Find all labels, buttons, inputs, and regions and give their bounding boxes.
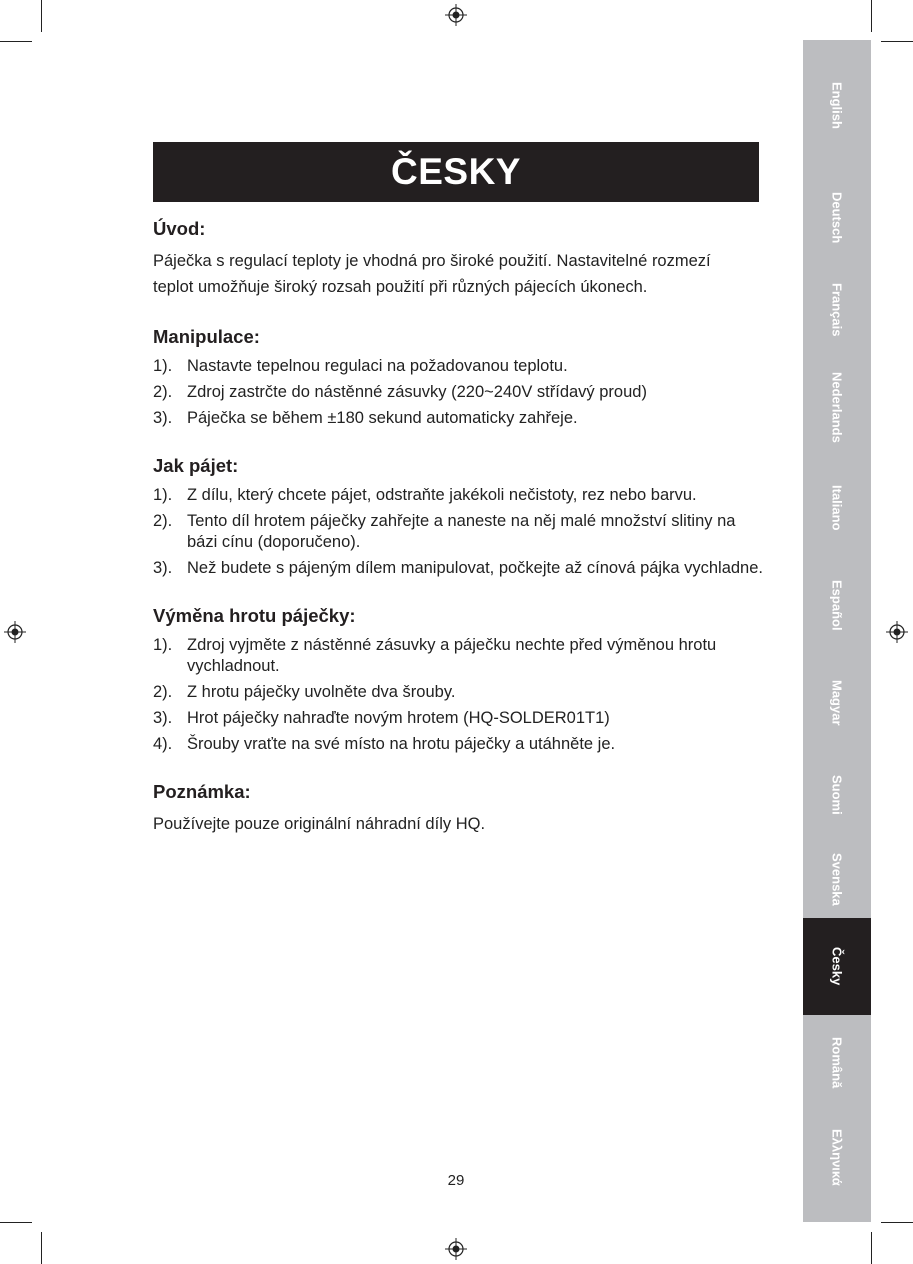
note-section <box>153 781 763 837</box>
tip-replacement-section <box>153 605 763 755</box>
item-text: Z hrotu páječky uvolněte dva šrouby. <box>187 683 456 701</box>
intro-heading: Úvod: <box>153 218 206 239</box>
language-tab-label: Română <box>829 1036 845 1089</box>
intro-text <box>153 248 763 300</box>
crop-mark <box>881 41 913 42</box>
language-tab-cesky[interactable] <box>803 918 871 1015</box>
language-tab-english[interactable] <box>803 40 871 170</box>
list-item <box>153 382 763 403</box>
item-number: 3). <box>153 709 173 727</box>
tip-heading: Výměna hrotu páječky: <box>153 605 356 626</box>
item-number: 2). <box>153 512 173 530</box>
crop-mark <box>871 1232 872 1264</box>
item-text: Než budete s pájeným dílem manipulovat, počkejte až cínová pájka vychladne. <box>187 559 763 577</box>
list-item <box>153 558 763 579</box>
item-text: Zdroj vyjměte z nástěnné zásuvky a páječku nechte před výměnou hrotu vychladnout. <box>187 636 717 675</box>
handling-section <box>153 326 763 429</box>
crop-mark <box>881 1222 913 1223</box>
list-item <box>153 408 763 429</box>
language-tab-label: Magyar <box>829 679 845 726</box>
item-text: Páječka se během ±180 sekund automaticky zahřeje. <box>187 409 578 427</box>
language-tab-deutsch[interactable] <box>803 170 871 265</box>
crop-mark <box>0 41 32 42</box>
note-text: Používejte pouze originální náhradní díly HQ. <box>153 815 486 833</box>
item-text: Šrouby vraťte na své místo na hrotu páječky a utáhněte je. <box>187 735 616 753</box>
language-tab-nederlands[interactable] <box>803 355 871 460</box>
list-item <box>153 708 763 729</box>
handling-list <box>153 356 763 429</box>
registration-mark-icon <box>4 621 26 643</box>
intro-line: teplot umožňuje široký rozsah použití při různých pájecích úkonech. <box>153 278 648 296</box>
language-tab-magyar[interactable] <box>803 655 871 750</box>
registration-mark-icon <box>445 4 467 26</box>
howto-section <box>153 455 763 579</box>
language-tab-label: Ελληνικά <box>829 1129 845 1186</box>
item-text: Zdroj zastrčte do nástěnné zásuvky (220~240V střídavý proud) <box>187 383 647 401</box>
language-tab-label: Česky <box>829 947 845 986</box>
item-number: 2). <box>153 383 173 401</box>
page-title: ČESKY <box>153 142 759 202</box>
item-number: 1). <box>153 357 173 375</box>
item-text: Nastavte tepelnou regulaci na požadovanou teplotu. <box>187 357 568 375</box>
language-tab-ellinika[interactable] <box>803 1110 871 1205</box>
note-heading: Poznámka: <box>153 781 251 802</box>
language-tab-label: Nederlands <box>829 372 845 443</box>
language-tab-label: English <box>829 81 845 129</box>
language-tab-label: Deutsch <box>829 191 845 244</box>
item-text: Z dílu, který chcete pájet, odstraňte jakékoli nečistoty, rez nebo barvu. <box>187 486 697 504</box>
document-body <box>153 218 763 863</box>
language-tab-label: Svenska <box>829 852 845 906</box>
language-tab-espanol[interactable] <box>803 555 871 655</box>
language-tab-label: Français <box>829 283 845 337</box>
item-number: 1). <box>153 636 173 654</box>
crop-mark <box>41 0 42 32</box>
language-tab-romana[interactable] <box>803 1015 871 1110</box>
item-number: 2). <box>153 683 173 701</box>
intro-section <box>153 218 763 300</box>
list-item <box>153 635 763 677</box>
howto-heading: Jak pájet: <box>153 455 239 476</box>
list-item <box>153 682 763 703</box>
language-tab-italiano[interactable] <box>803 460 871 555</box>
language-tab-label: Suomi <box>829 775 845 815</box>
howto-list <box>153 485 763 579</box>
list-item <box>153 734 763 755</box>
registration-mark-icon <box>445 1238 467 1260</box>
list-item <box>153 485 763 506</box>
page-number: 29 <box>447 1172 465 1189</box>
language-tab-label: Italiano <box>829 484 845 531</box>
language-tab-francais[interactable] <box>803 265 871 355</box>
item-number: 4). <box>153 735 173 753</box>
item-text: Hrot páječky nahraďte novým hrotem (HQ-SOLDER01T1) <box>187 709 610 727</box>
crop-mark <box>41 1232 42 1264</box>
crop-mark <box>0 1222 32 1223</box>
handling-heading: Manipulace: <box>153 326 260 347</box>
tip-list <box>153 635 763 755</box>
language-tab-svenska[interactable] <box>803 840 871 918</box>
language-tab-suomi[interactable] <box>803 750 871 840</box>
intro-line: Páječka s regulací teploty je vhodná pro široké použití. Nastavitelné rozmezí <box>153 252 711 270</box>
item-number: 3). <box>153 409 173 427</box>
language-tab-label: Español <box>829 579 845 631</box>
item-text: Tento díl hrotem páječky zahřejte a naneste na něj malé množství slitiny na bázi cínu (doporučeno). <box>187 512 736 551</box>
language-sidebar <box>803 40 871 1222</box>
item-number: 3). <box>153 559 173 577</box>
list-item <box>153 511 763 553</box>
list-item <box>153 356 763 377</box>
registration-mark-icon <box>886 621 908 643</box>
crop-mark <box>871 0 872 32</box>
item-number: 1). <box>153 486 173 504</box>
